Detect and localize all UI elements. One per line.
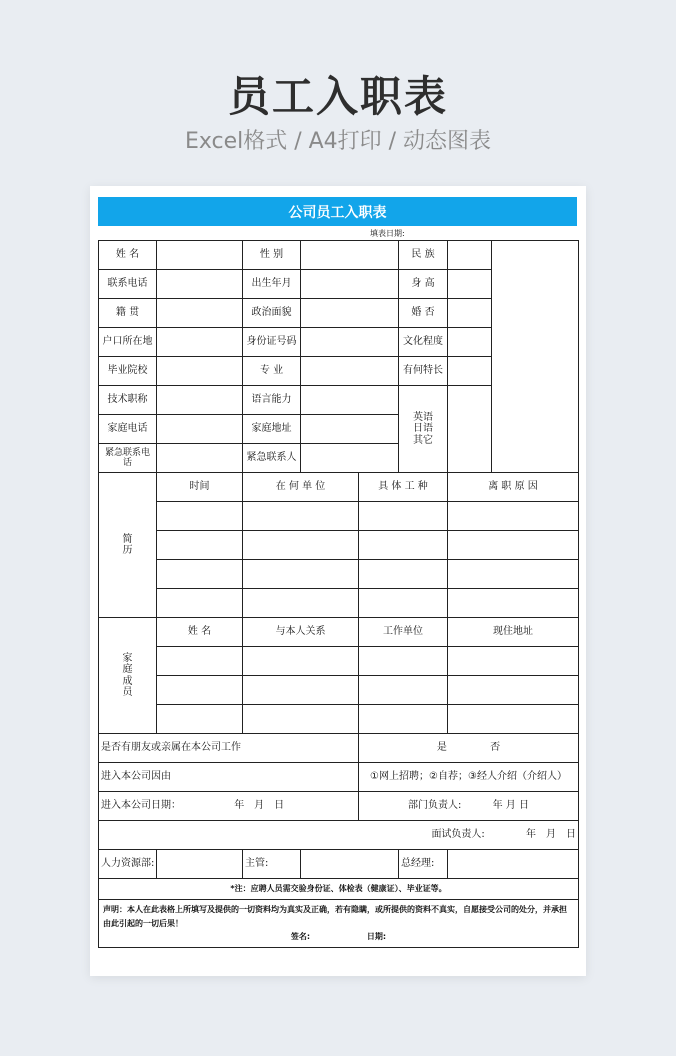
hukou-field[interactable] [157,328,243,357]
signature-label[interactable]: 签名: [290,932,311,942]
major-field[interactable] [301,357,399,386]
page-title: 员工入职表 [227,72,448,121]
name-label: 姓 名 [99,241,157,270]
gender-field[interactable] [301,241,399,270]
table-row [99,647,579,676]
reason-options[interactable]: ①网上招聘；②自荐；③经人介绍（介绍人） [359,763,579,792]
resume-header-time: 时间 [157,473,243,502]
dept-head-label: 部门负责人: [408,800,462,812]
signature-line [103,930,574,944]
emergency-phone-field[interactable] [157,444,243,473]
school-field[interactable] [157,357,243,386]
page-subtitle: Excel格式 / A4打印 / 动态图表 [184,129,492,154]
table-row [99,560,579,589]
phone-label: 联系电话 [99,270,157,299]
native-place-field[interactable] [157,299,243,328]
form-title: 公司员工入职表 [98,197,577,226]
hr-label: 人力资源部: [99,850,157,879]
gender-label: 性 别 [243,241,301,270]
home-phone-field[interactable] [157,415,243,444]
declaration-text: 声明：本人在此表格上所填写及提供的一切资料均为真实及正确，若有隐瞒，或所提供的资料不真实，自愿接受公司的处分，并承担由此引起的一切后果！ [103,905,567,928]
dept-head-date: 年 月 日 [492,800,529,812]
id-number-field[interactable] [301,328,399,357]
specialty-label: 有何特长 [399,357,448,386]
signature-date-label[interactable]: 日期: [366,932,387,942]
id-number-label: 身份证号码 [243,328,301,357]
gm-label: 总经理: [399,850,448,879]
phone-field[interactable] [157,270,243,299]
photo-box[interactable] [492,241,579,473]
resume-header-company: 在 何 单 位 [243,473,359,502]
resume-header-reason: 离 职 原 因 [448,473,579,502]
home-phone-label: 家庭电话 [99,415,157,444]
supervisor-label: 主管: [243,850,301,879]
education-field[interactable] [448,328,492,357]
entry-date-label: 进入本公司日期： [101,800,181,812]
height-field[interactable] [448,270,492,299]
family-header-name: 姓 名 [157,618,243,647]
name-field[interactable] [157,241,243,270]
ethnicity-label: 民 族 [399,241,448,270]
languages-field[interactable] [448,386,492,473]
relatives-answer[interactable] [359,734,579,763]
political-field[interactable] [301,299,399,328]
specialty-field[interactable] [448,357,492,386]
emergency-contact-field[interactable] [301,444,399,473]
height-label: 身 高 [399,270,448,299]
major-label: 专 业 [243,357,301,386]
gm-field[interactable] [448,850,579,879]
hukou-label: 户口所在地 [99,328,157,357]
marital-field[interactable] [448,299,492,328]
family-header-relation: 与本人关系 [243,618,359,647]
fill-date-label: 填表日期: [370,229,405,238]
declaration-cell [99,900,579,948]
interviewer-cell[interactable] [99,821,579,850]
political-label: 政治面貌 [243,299,301,328]
resume-header-job: 具 体 工 种 [359,473,448,502]
ethnicity-field[interactable] [448,241,492,270]
home-address-field[interactable] [301,415,399,444]
relatives-yes[interactable]: 是 [436,742,447,754]
table-row [99,705,579,734]
school-label: 毕业院校 [99,357,157,386]
family-header-address: 现住地址 [448,618,579,647]
interviewer-label: 面试负责人: [431,829,485,841]
language-label: 语言能力 [243,386,301,415]
hr-field[interactable] [157,850,243,879]
emergency-contact-label: 紧急联系人 [243,444,301,473]
interviewer-date: 年 月 日 [526,829,576,841]
education-label: 文化程度 [399,328,448,357]
emergency-phone-label: 紧急联系电话 [99,444,157,473]
tech-title-label: 技术职称 [99,386,157,415]
table-row [99,676,579,705]
form-note: *注：应聘人员需交验身份证、体检表（健康证）、毕业证等。 [99,879,579,900]
native-place-label: 籍 贯 [99,299,157,328]
relatives-no[interactable]: 否 [490,742,501,754]
language-field[interactable] [301,386,399,415]
table-row [99,589,579,618]
reason-label: 进入本公司因由 [99,763,359,792]
home-address-label: 家庭地址 [243,415,301,444]
birth-label: 出生年月 [243,270,301,299]
relatives-question: 是否有朋友或亲属在本公司工作 [99,734,359,763]
tech-title-field[interactable] [157,386,243,415]
form-sheet [90,186,586,976]
birth-field[interactable] [301,270,399,299]
entry-date-cell[interactable] [99,792,359,821]
family-label: 家 庭 成 员 [99,618,157,734]
marital-label: 婚 否 [399,299,448,328]
supervisor-field[interactable] [301,850,399,879]
table-row [99,502,579,531]
employee-form-table [98,240,579,948]
languages-list: 英语 日语 其它 [399,386,448,473]
table-row [99,531,579,560]
dept-head-cell[interactable] [359,792,579,821]
resume-label: 简 历 [99,473,157,618]
entry-date-value: 年 月 日 [234,800,285,812]
family-header-work: 工作单位 [359,618,448,647]
